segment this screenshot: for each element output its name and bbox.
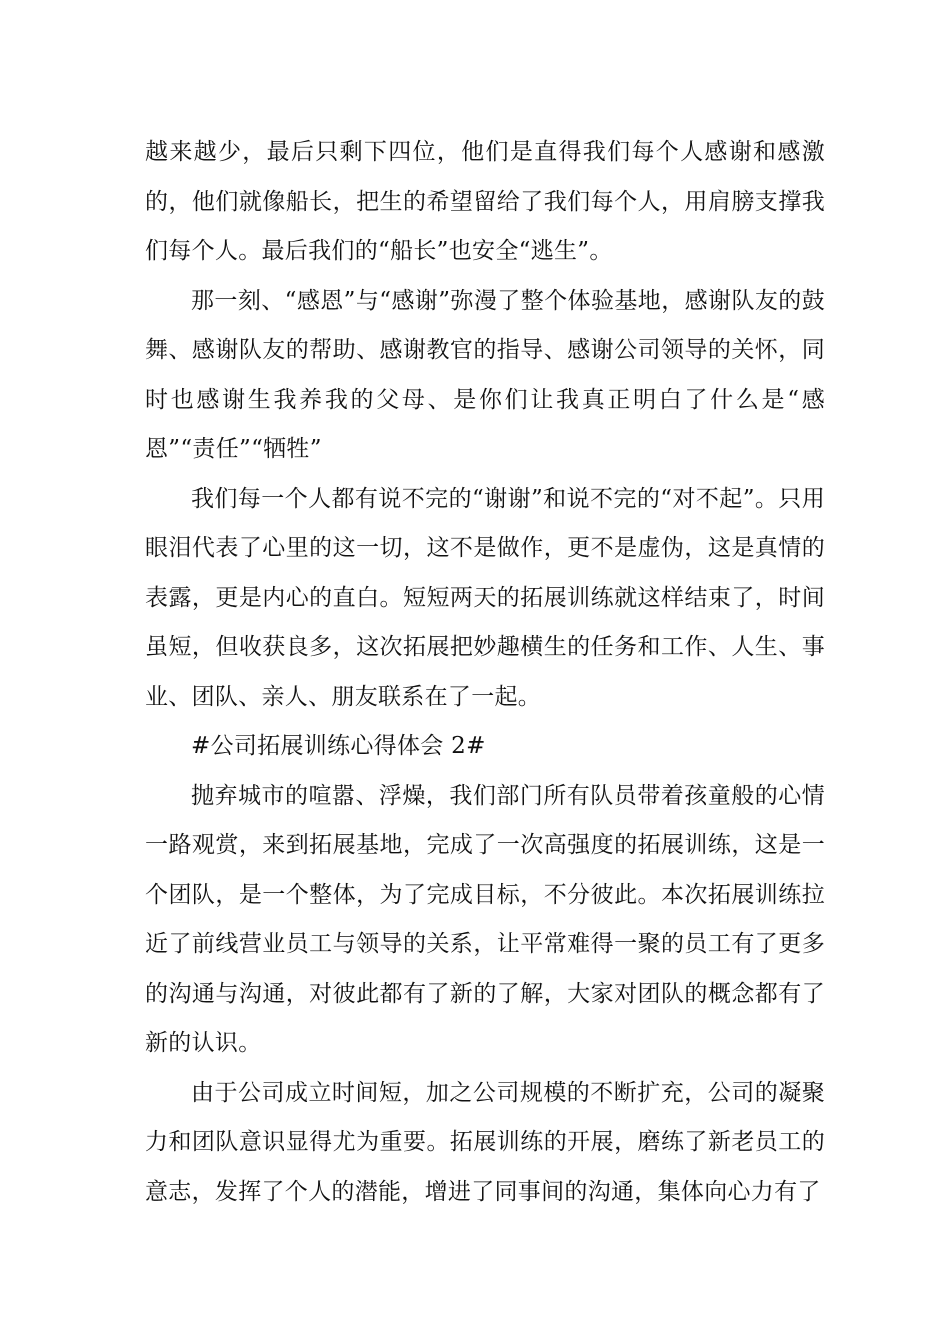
- section-heading-2: #公司拓展训练心得体会 2#: [191, 733, 486, 759]
- paragraph-continuation: 越来越少，最后只剩下四位，他们是直得我们每个人感谢和感激的，他们就像船长，把生的希望留给了我们每个人，用肩膀支撑我们每个人。最后我们的“船长”也安全“逃生”。: [145, 139, 825, 264]
- paragraph-company-cohesion: 由于公司成立时间短，加之公司规模的不断扩充，公司的凝聚力和团队意识显得尤为重要。拓展训练的开展，磨练了新老员工的意志，发挥了个人的潜能，增进了同事间的沟通，集体向心力有了: [145, 1079, 825, 1205]
- document-body: [145, 128, 825, 1217]
- paragraph-training-intro: 抛弃城市的喧嚣、浮燥，我们部门所有队员带着孩童般的心情一路观赏，来到拓展基地，完成了一次高强度的拓展训练，这是一个团队，是一个整体，为了完成目标，不分彼此。本次拓展训练拉近了前线营业员工与领导的关系，让平常难得一聚的员工有了更多的沟通与沟通，对彼此都有了新的了解，大家对团队的概念都有了新的认识。: [145, 782, 825, 1056]
- paragraph-gratitude: 那一刻、“感恩”与“感谢”弥漫了整个体验基地，感谢队友的鼓舞、感谢队友的帮助、感谢教官的指导、感谢公司领导的关怀，同时也感谢生我养我的父母、是你们让我真正明白了什么是“感恩”“责任”“牺牲”: [145, 287, 825, 462]
- paragraph-thanks-and-sorry: 我们每一个人都有说不完的“谢谢”和说不完的“对不起”。只用眼泪代表了心里的这一切，这不是做作，更不是虚伪，这是真情的表露，更是内心的直白。短短两天的拓展训练就这样结束了，时间虽短，但收获良多，这次拓展把妙趣横生的任务和工作、人生、事业、团队、亲人、朋友联系在了一起。: [145, 485, 825, 710]
